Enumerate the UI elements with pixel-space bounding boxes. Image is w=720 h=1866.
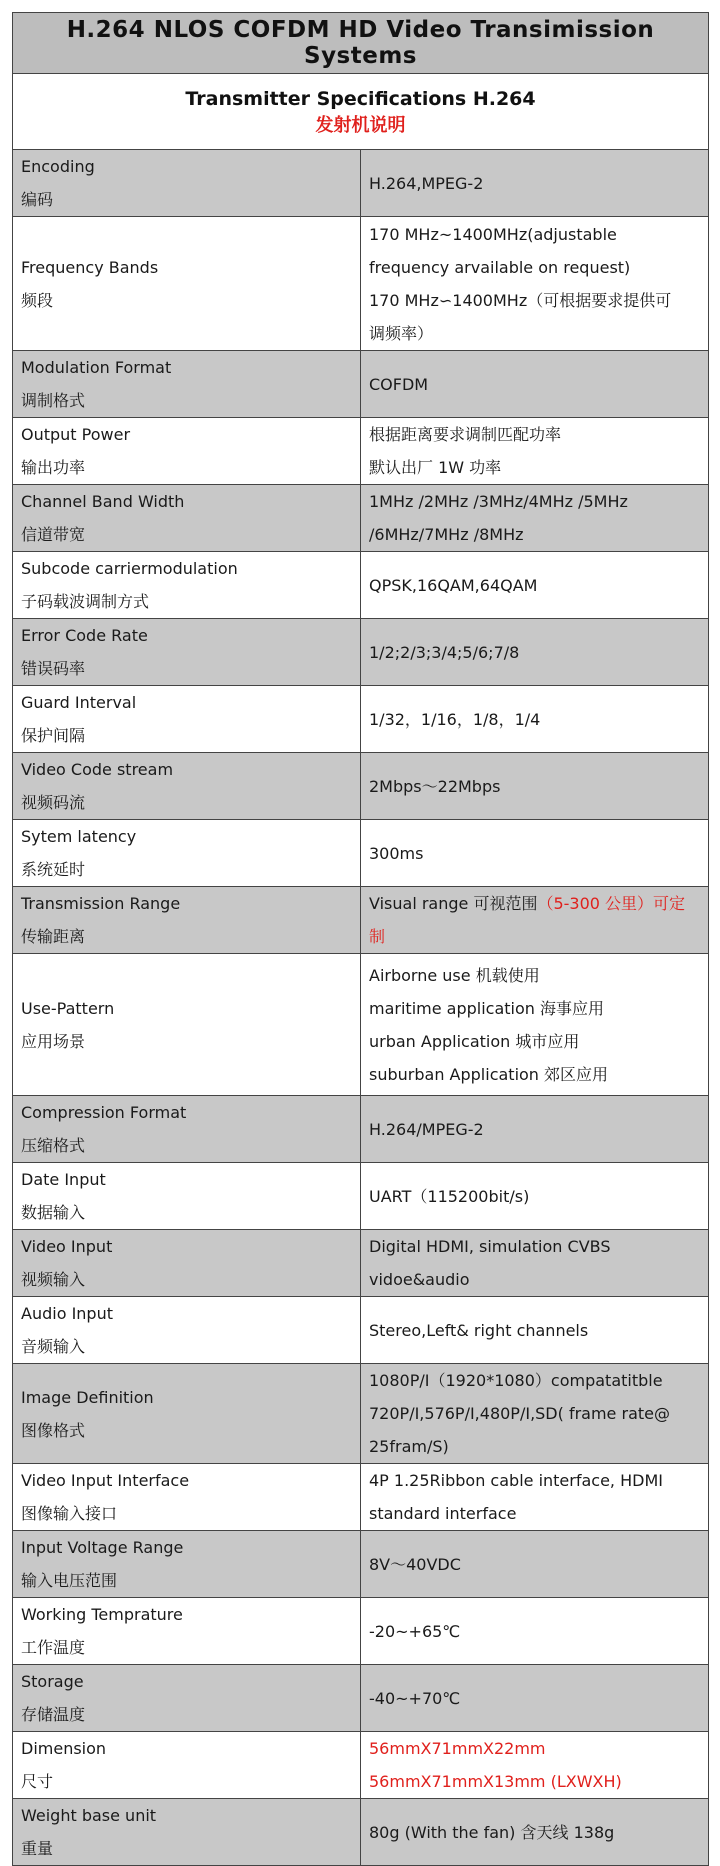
spec-row-video-input [13,1230,709,1297]
label-chinese: 重量 [21,1839,54,1858]
value-line: 300ms [369,843,424,863]
label-english: Error Code Rate [21,626,148,645]
spec-value [361,820,709,887]
value-line: H.264/MPEG-2 [369,1119,484,1139]
spec-label [13,1163,361,1230]
value-line: 170 MHz~1400MHz(adjustable [369,224,617,244]
label-chinese: 频段 [21,290,54,310]
value-line: frequency arvailable on request) [369,257,631,277]
value-line: Airborne use 机载使用 [369,965,540,985]
page-title: H.264 NLOS COFDM HD Video Transimission Systems [13,13,709,74]
label-chinese: 系统延时 [21,860,86,879]
spec-label [13,1665,361,1732]
label-english: Input Voltage Range [21,1538,184,1557]
spec-value [361,1732,709,1799]
spec-row-output-power [13,418,709,485]
label-chinese: 图像输入接口 [21,1504,118,1523]
label-chinese: 保护间隔 [21,726,86,745]
label-english: Storage [21,1672,84,1691]
value-line: 720P/I,576P/I,480P/I,SD( frame rate@ [369,1404,670,1423]
value-text: Visual range 可视范围 [369,894,538,913]
label-chinese: 视频输入 [21,1270,86,1289]
spec-label [13,1531,361,1598]
label-chinese: 应用场景 [21,1031,86,1051]
spec-label [13,150,361,217]
value-line: 8V～40VDC [369,1554,461,1574]
spec-row-input-voltage-range [13,1531,709,1598]
spec-value [361,1665,709,1732]
spec-label [13,1230,361,1297]
spec-value [361,351,709,418]
value-line: Stereo,Left& right channels [369,1320,589,1340]
spec-value [361,1364,709,1464]
label-chinese: 音频输入 [21,1337,86,1356]
spec-value [361,887,709,954]
spec-row-audio-input [13,1297,709,1364]
value-text-highlight: （5-300 公里）可定 [537,894,686,913]
spec-value [361,150,709,217]
spec-row-error-code-rate [13,619,709,686]
label-english: Sytem latency [21,827,137,846]
label-chinese: 错误码率 [21,659,86,678]
spec-row-encoding [13,150,709,217]
subtitle-row [13,74,709,150]
spec-row-date-input [13,1163,709,1230]
spec-sheet [12,12,709,1866]
spec-value [361,552,709,619]
value-line: 调频率） [369,323,434,343]
label-chinese: 视频码流 [21,793,86,812]
spec-label [13,753,361,820]
value-line: Digital HDMI, simulation CVBS [369,1237,611,1256]
spec-label [13,1364,361,1464]
spec-label [13,1598,361,1665]
label-chinese: 存储温度 [21,1705,86,1724]
spec-label [13,351,361,418]
label-chinese: 尺寸 [21,1772,54,1791]
spec-label [13,1464,361,1531]
spec-row-use-pattern [13,954,709,1096]
spec-row-storage [13,1665,709,1732]
label-english: Use-Pattern [21,998,115,1018]
spec-value [361,1464,709,1531]
spec-value [361,1096,709,1163]
label-english: Weight base unit [21,1806,157,1825]
value-line-highlight: 56mmX71mmX22mm [369,1739,546,1758]
label-english: Date Input [21,1170,106,1189]
spec-row-transmission-range [13,887,709,954]
spec-label [13,217,361,351]
spec-value [361,1297,709,1364]
value-line: QPSK,16QAM,64QAM [369,575,538,595]
spec-row-weight [13,1799,709,1866]
spec-value [361,485,709,552]
spec-row-image-definition [13,1364,709,1464]
spec-table [12,12,709,1866]
label-english: Video Input [21,1237,113,1256]
title-row [13,13,709,74]
label-chinese: 信道带宽 [21,525,86,544]
spec-label [13,1096,361,1163]
spec-label [13,418,361,485]
spec-value [361,619,709,686]
spec-row-channel-band-width [13,485,709,552]
label-english: Channel Band Width [21,492,185,511]
label-chinese: 输出功率 [21,458,86,477]
label-chinese: 编码 [21,190,54,209]
spec-value [361,954,709,1096]
value-line: COFDM [369,374,429,394]
spec-row-dimension [13,1732,709,1799]
spec-label [13,552,361,619]
spec-value [361,1598,709,1665]
value-line: H.264,MPEG-2 [369,173,484,193]
spec-row-system-latency [13,820,709,887]
label-english: Encoding [21,157,95,176]
spec-row-working-temperature [13,1598,709,1665]
spec-label [13,1297,361,1364]
value-line: 默认出厂 1W 功率 [369,458,502,477]
label-chinese: 图像格式 [21,1420,86,1440]
value-line: 80g (With the fan) 含天线 138g [369,1822,615,1842]
label-chinese: 压缩格式 [21,1136,86,1155]
value-line [369,887,700,920]
value-line-highlight: 56mmX71mmX13mm (LXWXH) [369,1772,622,1791]
spec-value [361,217,709,351]
spec-label [13,686,361,753]
value-line: 根据距离要求调制匹配功率 [369,425,562,444]
value-line: /6MHz/7MHz /8MHz [369,525,524,544]
spec-row-video-input-interface [13,1464,709,1531]
value-line: urban Application 城市应用 [369,1031,580,1051]
spec-value [361,686,709,753]
label-english: Audio Input [21,1304,113,1323]
label-english: Modulation Format [21,358,172,377]
spec-row-compression-format [13,1096,709,1163]
label-english: Video Code stream [21,760,174,779]
spec-label [13,1799,361,1866]
value-line: 4P 1.25Ribbon cable interface, HDMI [369,1471,663,1490]
subtitle-english: Transmitter Specifications H.264 [185,87,536,110]
value-line: -20~+65℃ [369,1621,461,1641]
value-line: 1080P/I（1920*1080）compatatitble [369,1371,663,1390]
label-english: Dimension [21,1739,107,1758]
value-line: UART（115200bit/s) [369,1186,530,1206]
spec-value [361,1799,709,1866]
value-line: vidoe&audio [369,1270,470,1289]
value-line-highlight: 制 [369,927,386,946]
label-english: Output Power [21,425,131,444]
label-chinese: 子码载波调制方式 [21,592,150,611]
label-english: Transmission Range [21,894,181,913]
label-english: Working Temprature [21,1605,183,1624]
label-english: Video Input Interface [21,1471,190,1490]
value-line: 1/32，1/16，1/8，1/4 [369,709,541,729]
spec-value [361,1163,709,1230]
label-english: Guard Interval [21,693,137,712]
value-line: 1MHz /2MHz /3MHz/4MHz /5MHz [369,492,628,511]
spec-label [13,820,361,887]
spec-label [13,619,361,686]
value-line: standard interface [369,1504,517,1523]
subtitle-cell [13,74,709,150]
spec-value [361,418,709,485]
label-chinese: 数据输入 [21,1203,86,1222]
spec-value [361,1230,709,1297]
label-chinese: 输入电压范围 [21,1571,118,1590]
label-chinese: 传输距离 [21,927,86,946]
spec-value [361,753,709,820]
spec-label [13,954,361,1096]
subtitle-chinese: 发射机说明 [315,114,406,136]
label-chinese: 调制格式 [21,391,86,410]
spec-label [13,887,361,954]
value-line: 25fram/S) [369,1437,449,1456]
label-english: Compression Format [21,1103,187,1122]
value-line: maritime application 海事应用 [369,998,604,1018]
spec-row-guard-interval [13,686,709,753]
spec-label [13,485,361,552]
spec-row-frequency-bands [13,217,709,351]
spec-row-subcode-modulation [13,552,709,619]
value-line: suburban Application 郊区应用 [369,1064,609,1084]
value-line: -40~+70℃ [369,1688,461,1708]
value-line: 2Mbps～22Mbps [369,776,501,796]
label-english: Image Definition [21,1387,154,1407]
spec-value [361,1531,709,1598]
value-line: 1/2;2/3;3/4;5/6;7/8 [369,642,520,662]
spec-label [13,1732,361,1799]
label-english: Subcode carriermodulation [21,559,238,578]
label-chinese: 工作温度 [21,1638,86,1657]
value-line: 170 MHz∽1400MHz（可根据要求提供可 [369,290,672,310]
spec-row-video-code-stream [13,753,709,820]
label-english: Frequency Bands [21,257,159,277]
spec-row-modulation-format [13,351,709,418]
